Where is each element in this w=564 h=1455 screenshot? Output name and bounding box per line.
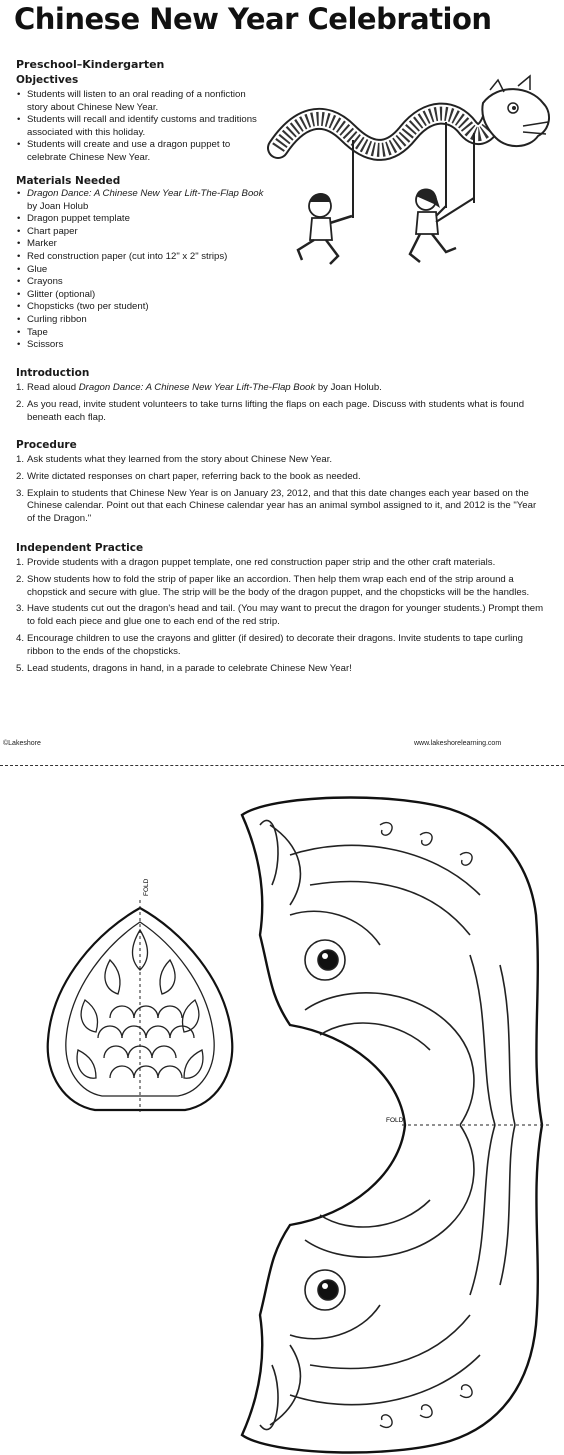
list-item: 1. Read aloud Dragon Dance: A Chinese New Year Lift-The-Flap Book by Joan Holub. xyxy=(16,382,382,393)
dragon-parade-illustration xyxy=(268,78,558,278)
list-item: • Scissors xyxy=(16,339,266,352)
list-item: • Students will recall and identify customs and traditions associated with this holiday. xyxy=(16,114,261,139)
independent-practice-section xyxy=(16,542,546,679)
independent-practice-list xyxy=(16,557,546,675)
grade-level: Preschool–Kindergarten xyxy=(16,58,165,71)
page-title: Chinese New Year Celebration xyxy=(14,2,492,36)
list-item: • Red construction paper (cut into 12" x 2" strips) xyxy=(16,251,266,264)
book-title: Dragon Dance: A Chinese New Year Lift-The-Flap Book xyxy=(27,188,264,199)
list-item: • Glue xyxy=(16,264,266,277)
list-item: • Marker xyxy=(16,238,266,251)
list-item: 3. Have students cut out the dragon's head and tail. (You may want to precut the dragon for younger students.) Prompt them to fold each piece and glue one to each end of the red strip. xyxy=(16,603,544,628)
introduction-section xyxy=(16,367,546,428)
list-item: • Dragon puppet template xyxy=(16,213,266,226)
procedure-section xyxy=(16,439,546,530)
materials-section xyxy=(16,175,266,352)
copyright: ©Lakeshore xyxy=(3,740,41,747)
book-title: Dragon Dance: A Chinese New Year Lift-The-Flap Book xyxy=(78,382,316,393)
website-url: www.lakeshorelearning.com xyxy=(414,740,502,747)
list-item: 3. Explain to students that Chinese New Year is on January 23, 2012, and that this date changes each year based on the Chinese calendar. Point out that each Chinese calendar year has an animal symbol assigned to it, and 2012 is the "Year of the Dragon." xyxy=(16,487,537,525)
introduction-heading: Introduction xyxy=(16,367,90,379)
procedure-list xyxy=(16,454,546,526)
materials-heading: Materials Needed xyxy=(16,175,121,187)
list-item: • Students will create and use a dragon puppet to celebrate Chinese New Year. xyxy=(16,139,261,164)
fold-label-tail: FOLD xyxy=(143,878,150,896)
list-item: 5. Lead students, dragons in hand, in a parade to celebrate Chinese New Year! xyxy=(16,662,352,674)
fold-label-head: FOLD xyxy=(386,1117,404,1124)
list-item: • Chart paper xyxy=(16,226,266,239)
list-item: • Tape xyxy=(16,327,266,340)
objectives-list xyxy=(16,89,261,165)
list-item: • Glitter (optional) xyxy=(16,289,266,302)
cut-line xyxy=(0,765,564,766)
list-item: 4. Encourage children to use the crayons and glitter (if desired) to decorate their dragons. Invite students to tape curling ribbon to the ends of the chopsticks. xyxy=(16,632,523,657)
book-author: by Joan Holub xyxy=(27,200,89,212)
list-item: • Curling ribbon xyxy=(16,314,266,327)
objectives-heading: Objectives xyxy=(16,74,79,86)
introduction-list xyxy=(16,382,546,424)
list-item: • Chopsticks (two per student) xyxy=(16,301,266,314)
dragon-tail-template xyxy=(40,878,240,1115)
list-item: • Crayons xyxy=(16,276,266,289)
independent-practice-heading: Independent Practice xyxy=(16,542,144,554)
list-item: 2. Write dictated responses on chart paper, referring back to the book as needed. xyxy=(16,470,361,482)
list-item xyxy=(16,188,266,213)
procedure-heading: Procedure xyxy=(16,439,77,451)
dragon-head-template xyxy=(230,795,560,1455)
list-item: 2. Show students how to fold the strip of paper like an accordion. Then help them wrap each end of the strip around a chopstick and secure with glue. The strip will be the body of the dragon puppet, and the chopsticks will be the handles. xyxy=(16,573,530,598)
list-item: 2. As you read, invite student volunteers to take turns lifting the flaps on each page. Discuss with students what is found beneath each flap. xyxy=(16,398,525,423)
materials-list xyxy=(16,188,266,352)
list-item: 1. Provide students with a dragon puppet template, one red construction paper strip and the other craft materials. xyxy=(16,557,496,568)
objectives-section xyxy=(16,74,261,165)
list-item: • Students will listen to an oral reading of a nonfiction story about Chinese New Year. xyxy=(16,89,261,114)
list-item: 1. Ask students what they learned from the story about Chinese New Year. xyxy=(16,454,333,465)
